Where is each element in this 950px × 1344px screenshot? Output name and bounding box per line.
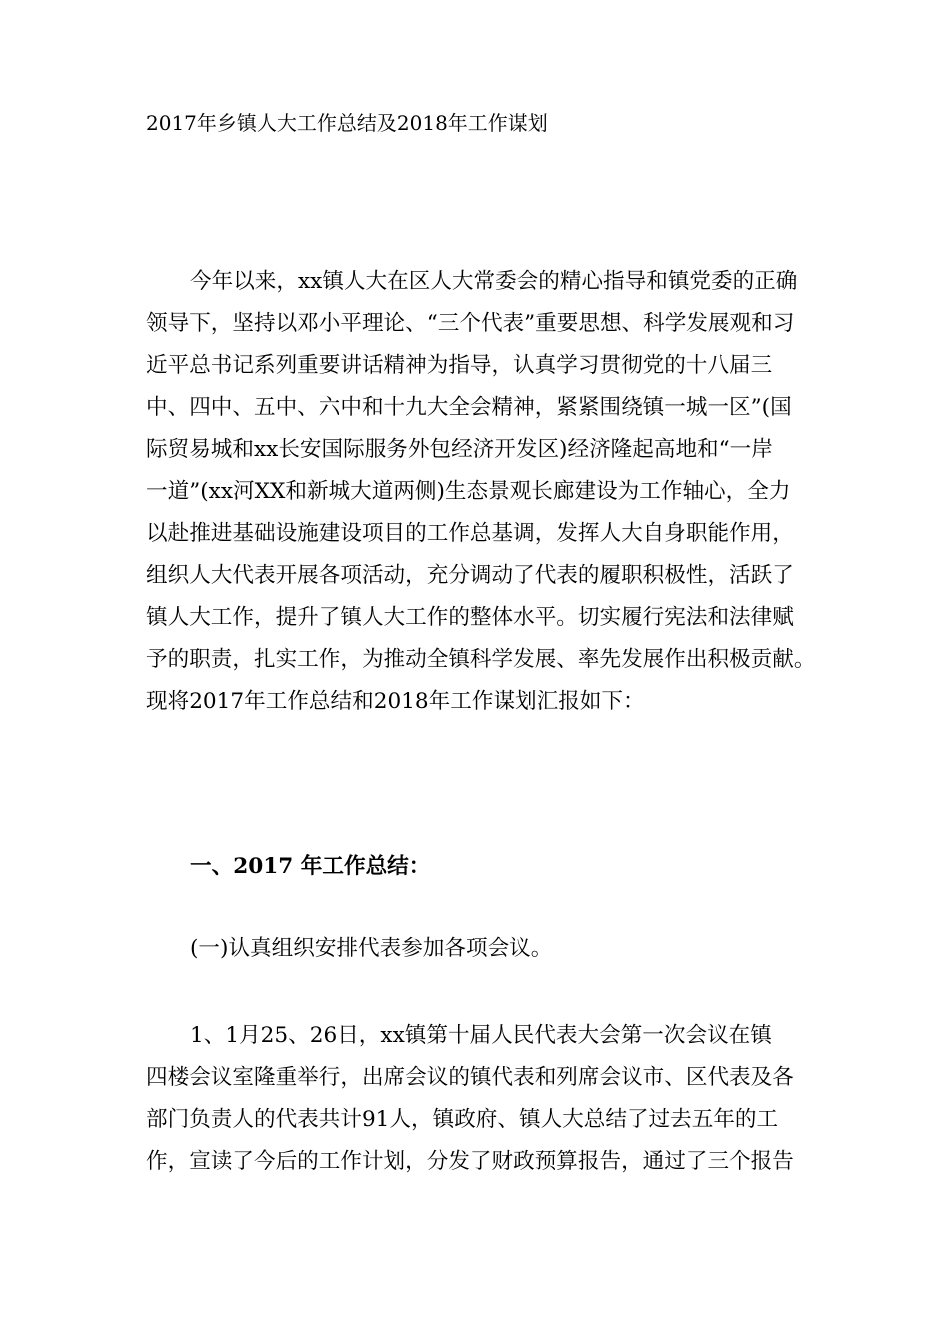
section-heading: 一、2017 年工作总结： [190, 854, 431, 879]
item-paragraph [146, 1015, 816, 1183]
intro-line: 予的职责，扎实工作，为推动全镇科学发展、率先发展作出积极贡献。 [146, 647, 816, 672]
intro-line: 一道”(xx河XX和新城大道两侧)生态景观长廊建设为工作轴心，全力 [146, 479, 791, 504]
subsection-heading: (一)认真组织安排代表参加各项会议。 [190, 936, 553, 961]
document-title: 2017年乡镇人大工作总结及2018年工作谋划 [146, 111, 548, 135]
item-line: 1、1月25、26日，xx镇第十届人民代表大会第一次会议在镇 [190, 1023, 772, 1048]
intro-line: 镇人大工作，提升了镇人大工作的整体水平。切实履行宪法和法律赋 [146, 605, 794, 630]
intro-line: 现将2017年工作总结和2018年工作谋划汇报如下： [146, 689, 645, 714]
intro-paragraph [146, 261, 816, 723]
intro-line: 以赴推进基础设施建设项目的工作总基调，发挥人大自身职能作用， [146, 521, 794, 546]
item-line: 作，宣读了今后的工作计划，分发了财政预算报告，通过了三个报告 [146, 1149, 794, 1174]
intro-line: 近平总书记系列重要讲话精神为指导，认真学习贯彻党的十八届三 [146, 353, 773, 378]
item-line: 四楼会议室隆重举行，出席会议的镇代表和列席会议市、区代表及各 [146, 1065, 794, 1090]
intro-line: 组织人大代表开展各项活动，充分调动了代表的履职积极性，活跃了 [146, 563, 794, 588]
item-line: 部门负责人的代表共计91人，镇政府、镇人大总结了过去五年的工 [146, 1107, 779, 1132]
intro-line: 领导下，坚持以邓小平理论、“三个代表”重要思想、科学发展观和习 [146, 311, 795, 336]
intro-line: 际贸易城和xx长安国际服务外包经济开发区)经济隆起高地和“一岸 [146, 437, 773, 462]
intro-line: 今年以来，xx镇人大在区人大常委会的精心指导和镇党委的正确 [190, 269, 798, 294]
intro-line: 中、四中、五中、六中和十九大全会精神，紧紧围绕镇一城一区”(国 [146, 395, 792, 420]
